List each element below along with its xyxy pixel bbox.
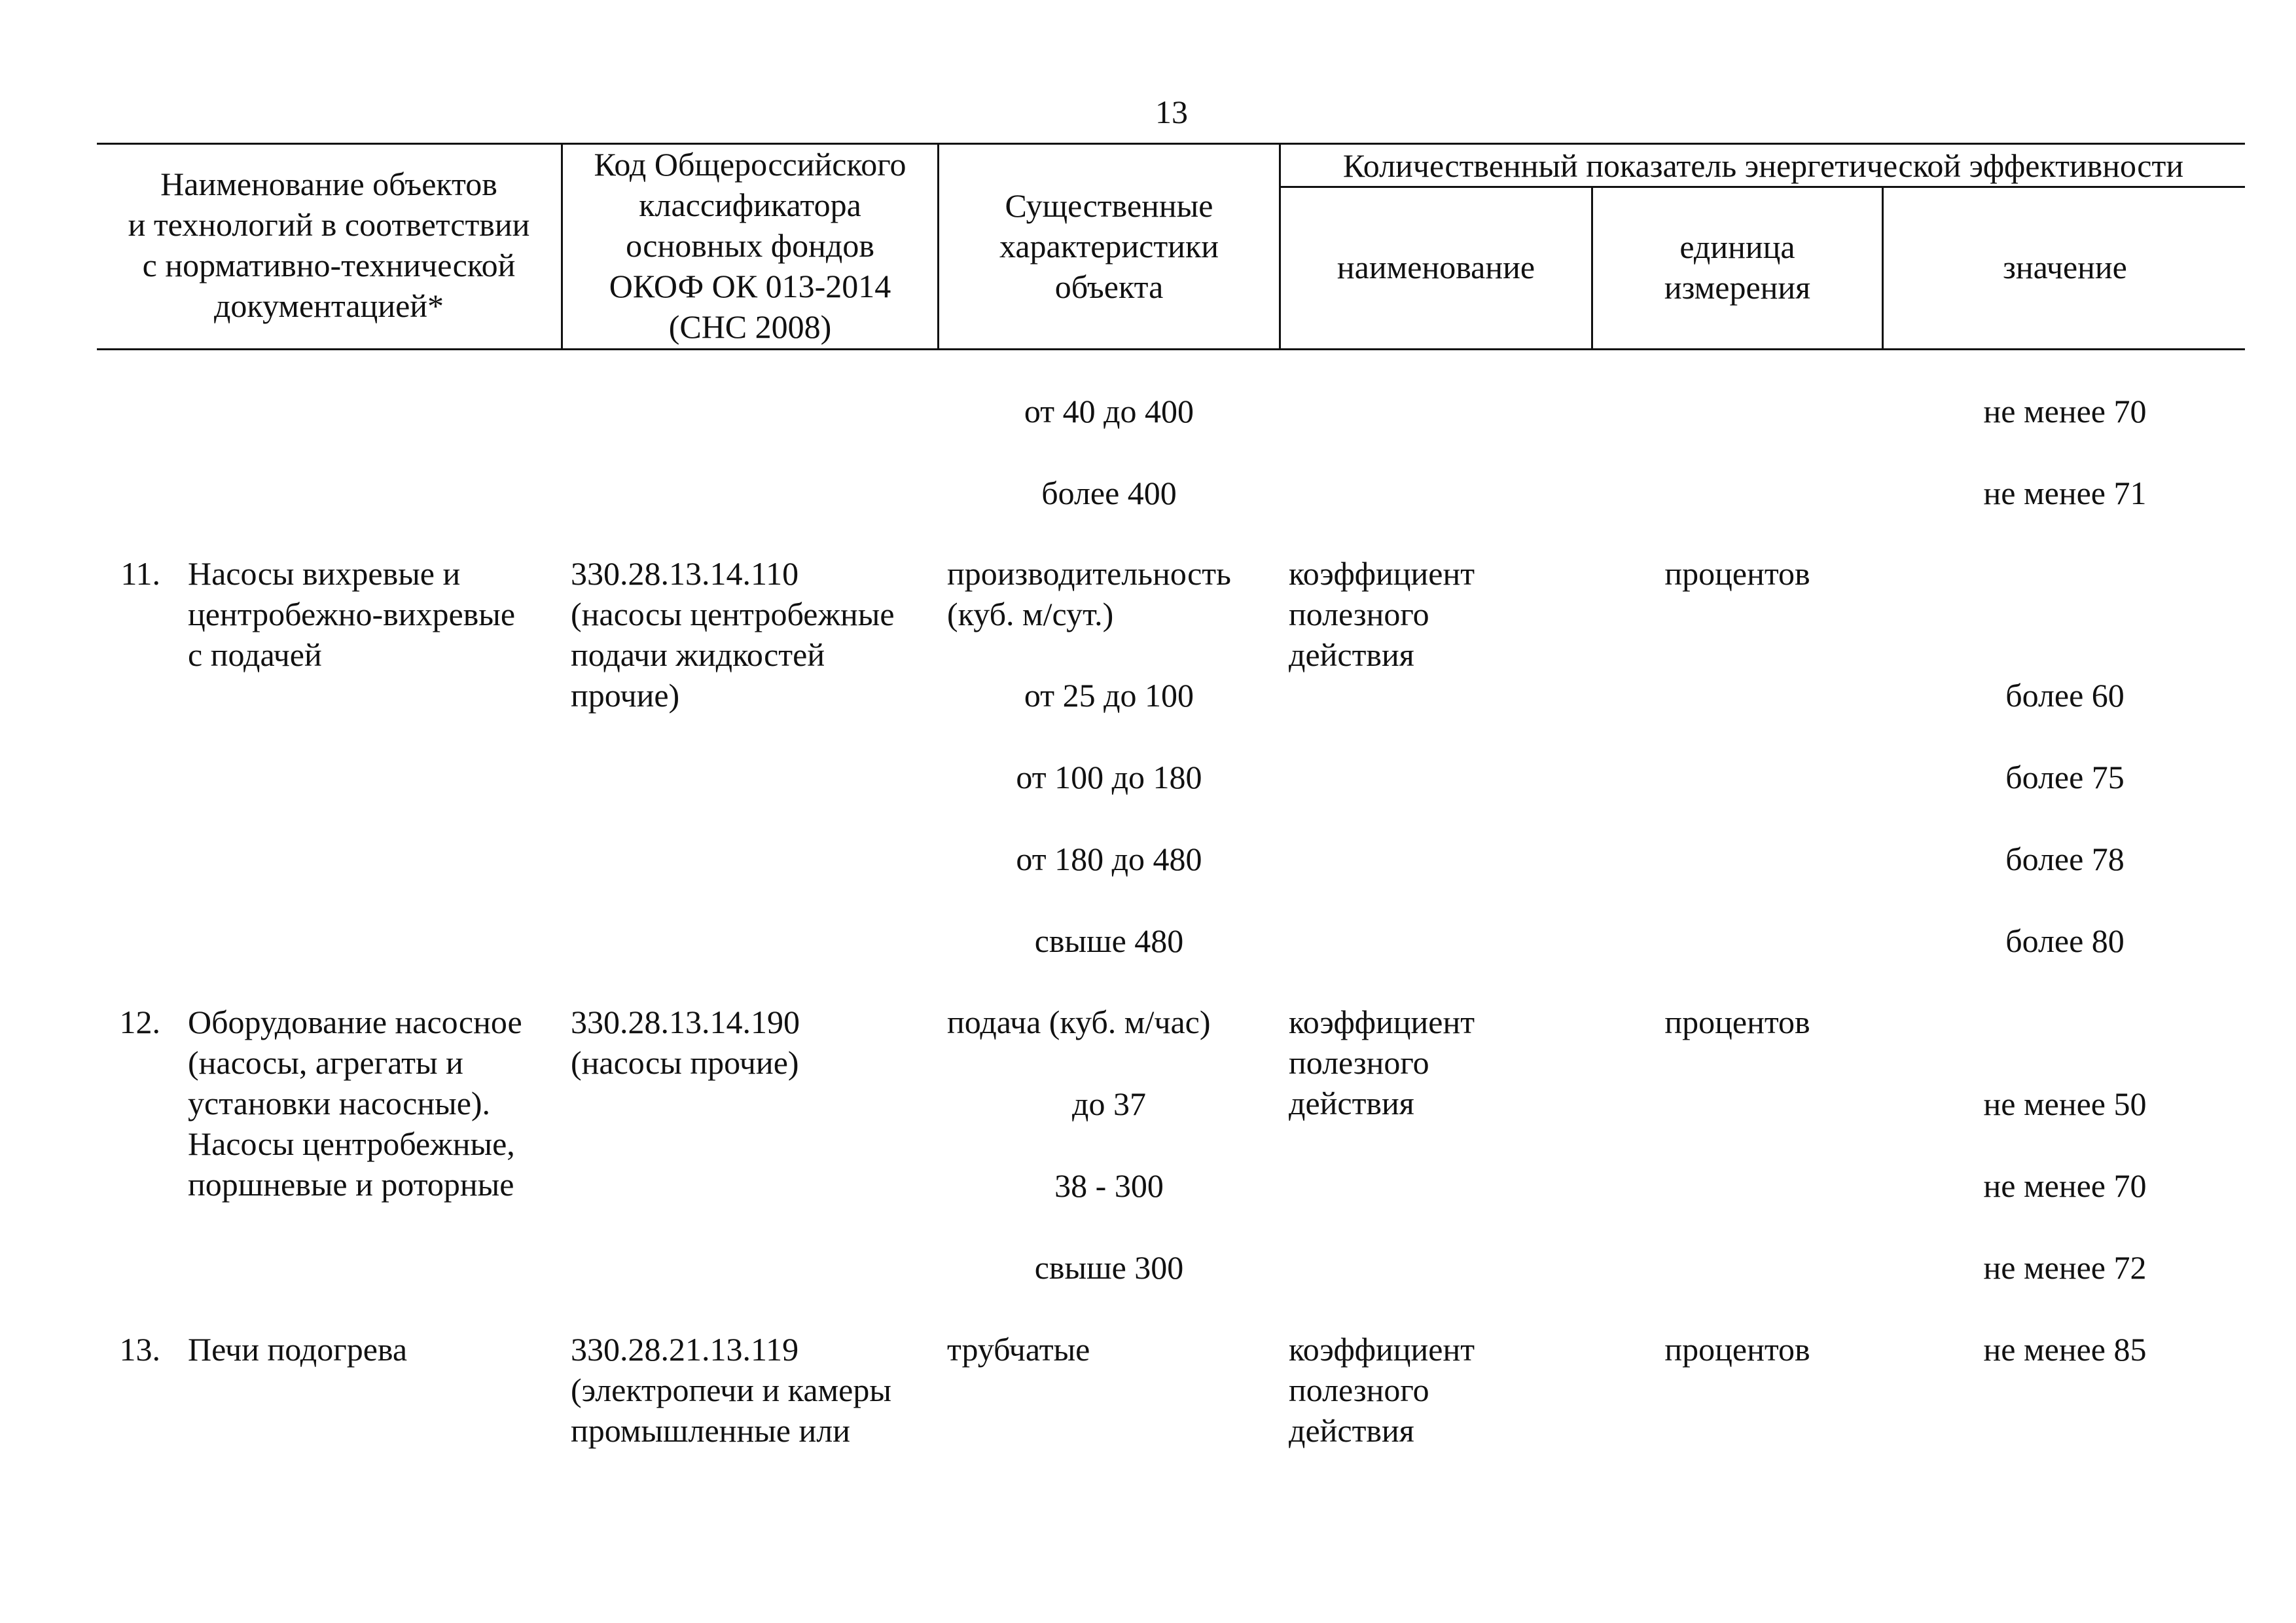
table-cell-value: не менее 85 — [1983, 1331, 2147, 1368]
table-cell-value: не менее 71 — [1983, 475, 2147, 511]
header-efficiency-group: Количественный показатель энергетической эффективности — [1342, 147, 2184, 184]
header-characteristics: Существенные характеристики объекта — [999, 187, 1219, 305]
item-unit: процентов — [1664, 1004, 1810, 1040]
table-cell-characteristic: от 25 до 100 — [1024, 677, 1194, 714]
table-cell-characteristic: от 180 до 480 — [1016, 841, 1202, 877]
item-number: 11. — [120, 555, 160, 592]
item-name: Печи подогрева — [188, 1331, 408, 1368]
item-characteristic: трубчатые — [947, 1331, 1090, 1368]
table-cell-value: не менее 70 — [1983, 393, 2147, 429]
item-number: 13. — [119, 1331, 160, 1368]
item-indicator: коэффициент полезного действия — [1289, 1004, 1475, 1122]
item-indicator: коэффициент полезного действия — [1289, 555, 1475, 673]
item-unit: процентов — [1664, 555, 1810, 592]
column-divider — [1279, 143, 1281, 350]
item-okof-code: 330.28.13.14.190 (насосы прочие) — [571, 1004, 800, 1081]
table-cell-value: не менее 50 — [1983, 1085, 2147, 1122]
table-cell-characteristic: от 40 до 400 — [1024, 393, 1194, 429]
table-cell-characteristic: до 37 — [1072, 1085, 1146, 1122]
item-unit: процентов — [1664, 1331, 1810, 1368]
item-name: Оборудование насосное (насосы, агрегаты и установки насосные). Насосы центробежные, поршневые и роторные — [188, 1004, 522, 1203]
table-cell-characteristic: свыше 480 — [1034, 922, 1184, 959]
header-indicator-name: наименование — [1336, 249, 1535, 285]
table-cell-value: более 78 — [2005, 841, 2125, 877]
group-header-rule — [1279, 186, 2245, 188]
header-bottom-rule — [97, 348, 2245, 350]
header-value: значение — [2003, 249, 2127, 285]
header-okof-code: Код Общероссийского классификатора основных фондов ОКОФ ОК 013-2014 (СНС 2008) — [594, 146, 906, 345]
table-cell-characteristic: от 100 до 180 — [1016, 759, 1202, 795]
table-cell-value: более 80 — [2005, 922, 2125, 959]
column-divider — [937, 143, 939, 350]
column-divider — [561, 143, 563, 350]
item-characteristic: производительность (куб. м/сут.) — [947, 555, 1231, 632]
item-name: Насосы вихревые и центробежно-вихревые с подачей — [188, 555, 516, 673]
table-cell-value: более 60 — [2005, 677, 2125, 714]
header-unit: единица измерения — [1664, 228, 1811, 306]
table-cell-characteristic: 38 - 300 — [1054, 1167, 1164, 1204]
header-object-name: Наименование объектов и технологий в соответствии с нормативно-технической документацией* — [128, 166, 530, 324]
column-divider — [1882, 186, 1884, 350]
column-divider — [1591, 186, 1593, 350]
item-indicator: коэффициент полезного действия — [1289, 1331, 1475, 1449]
table-cell-value: не менее 70 — [1983, 1167, 2147, 1204]
table-cell-characteristic: более 400 — [1041, 475, 1177, 511]
item-characteristic: подача (куб. м/час) — [947, 1004, 1211, 1040]
table-cell-characteristic: свыше 300 — [1034, 1249, 1184, 1286]
table-cell-value: более 75 — [2005, 759, 2125, 795]
page-number: 13 — [1155, 94, 1188, 130]
item-okof-code: 330.28.21.13.119 (электропечи и камеры промышленные или — [571, 1331, 891, 1449]
item-number: 12. — [119, 1004, 160, 1040]
item-okof-code: 330.28.13.14.110 (насосы центробежные подачи жидкостей прочие) — [571, 555, 895, 714]
table-top-rule — [97, 143, 2245, 145]
table-cell-value: не менее 72 — [1983, 1249, 2147, 1286]
